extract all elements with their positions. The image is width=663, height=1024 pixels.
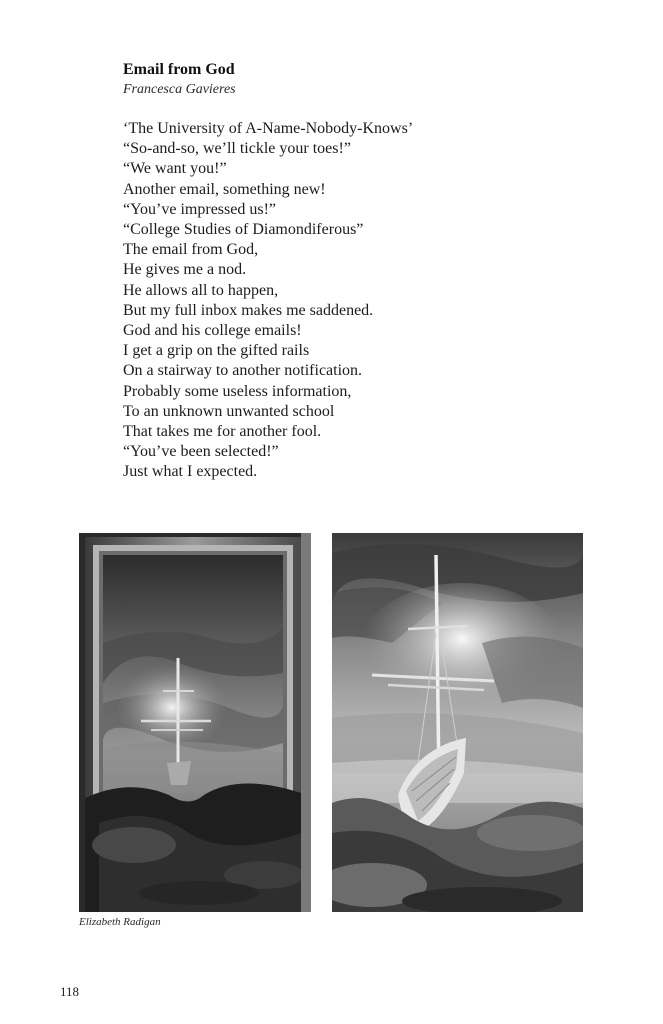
poem-line: That takes me for another fool. [123, 423, 322, 441]
poem-line: “You’ve been selected!” [123, 443, 279, 461]
ship-model-closeup-image [332, 533, 583, 912]
artwork-caption: Elizabeth Radigan [79, 916, 161, 928]
poem-body [123, 119, 603, 483]
poem-line: “College Studies of Diamondiferous” [123, 221, 364, 239]
poem-title: Email from God [123, 61, 235, 78]
artwork-left-photo [79, 533, 311, 912]
poem-author: Francesca Gavieres [123, 82, 236, 97]
artwork-right-photo [332, 533, 583, 912]
poem-line: He allows all to happen, [123, 281, 279, 299]
page-number: 118 [60, 984, 80, 999]
poem-line: Just what I expected. [123, 463, 258, 481]
poem-line: “You’ve impressed us!” [123, 200, 277, 218]
poem-line: “We want you!” [123, 160, 227, 178]
poem-line: The email from God, [123, 241, 259, 259]
poem-line: Probably some useless information, [123, 382, 352, 400]
poem [123, 60, 603, 483]
poem-line: ‘The University of A-Name-Nobody-Knows’ [123, 120, 414, 137]
poem-line: God and his college emails! [123, 322, 302, 340]
poem-line: But my full inbox makes me saddened. [123, 301, 374, 319]
framed-seascape-image [79, 533, 311, 912]
poem-line: I get a grip on the gifted rails [123, 342, 310, 360]
poem-line: To an unknown unwanted school [123, 402, 335, 420]
poem-line: He gives me a nod. [123, 261, 247, 279]
poem-line: On a stairway to another notification. [123, 362, 363, 380]
poem-line: “So-and-so, we’ll tickle your toes!” [123, 140, 351, 158]
poem-line: Another email, something new! [123, 180, 326, 198]
